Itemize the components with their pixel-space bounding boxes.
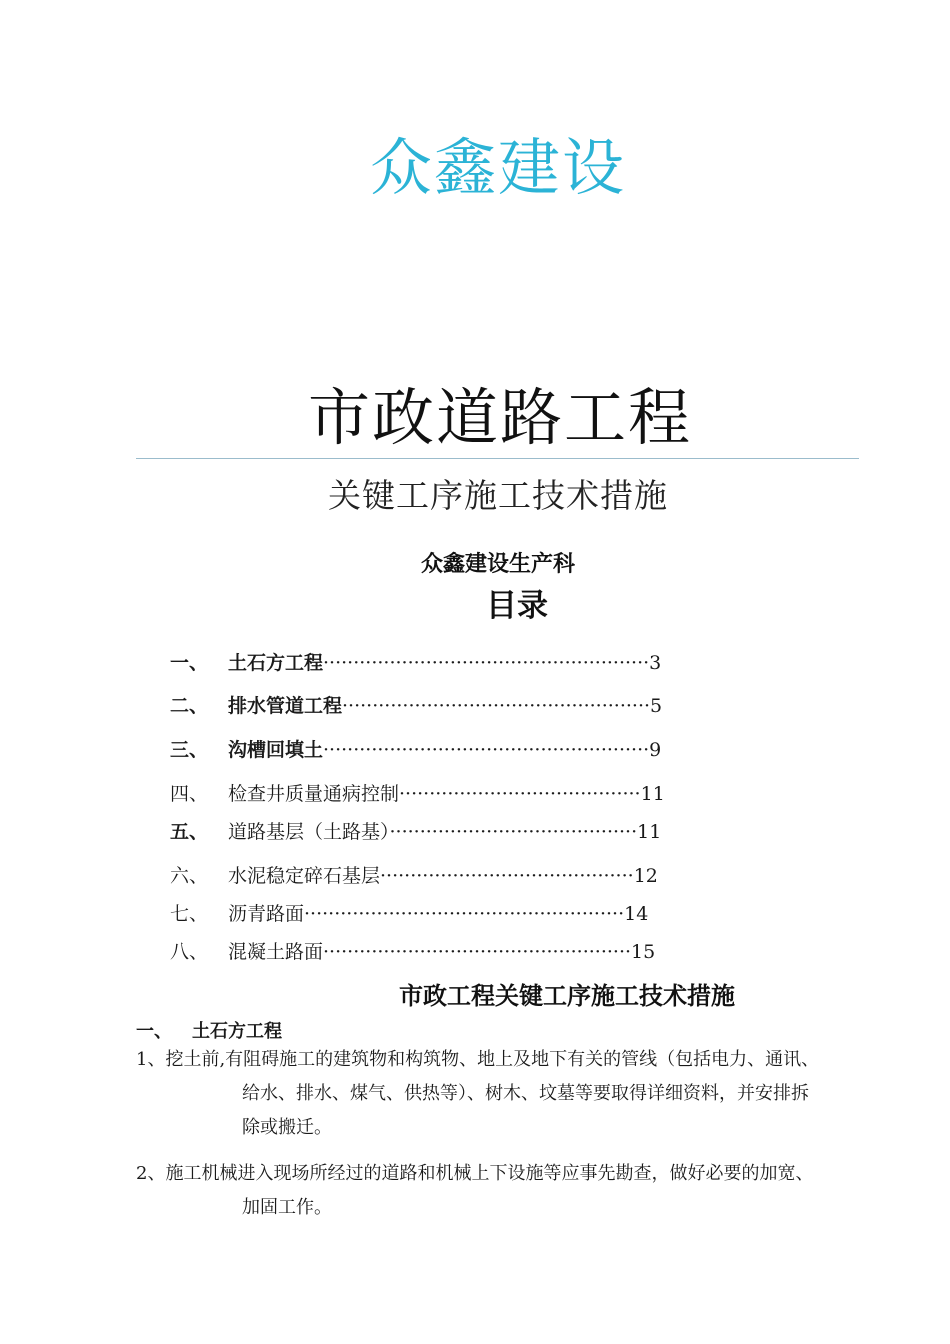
toc-number: 三、 xyxy=(170,739,209,761)
toc-leader-dots: ····················································· xyxy=(304,903,625,925)
toc-number: 八、 xyxy=(170,941,209,963)
toc-item[interactable] xyxy=(170,648,770,678)
toc-leader-dots: ········································ xyxy=(399,783,641,805)
paragraph xyxy=(136,1043,876,1145)
toc-page-number: 15 xyxy=(631,941,656,963)
toc-leader-dots: ········································· xyxy=(389,821,638,843)
toc-page-number: 12 xyxy=(633,865,658,887)
toc-item[interactable] xyxy=(170,937,770,967)
toc-page-number: 11 xyxy=(640,783,665,805)
toc-item[interactable] xyxy=(170,817,770,847)
title-divider xyxy=(136,458,859,459)
toc-item[interactable] xyxy=(170,691,770,721)
brand-logo-text: 众鑫建设 xyxy=(369,131,626,204)
paragraph-line: 加固工作。 xyxy=(242,1197,332,1218)
toc-leader-dots: ·········································· xyxy=(380,865,634,887)
paragraph xyxy=(136,1157,876,1225)
section-heading-number: 一、 xyxy=(136,1021,172,1042)
toc-label: 检查井质量通病控制 xyxy=(228,783,400,805)
toc-item[interactable] xyxy=(170,779,770,809)
paragraph-line: 1、挖土前,有阻碍施工的建筑物和构筑物、地上及地下有关的管线（包括电力、通讯、 xyxy=(136,1049,820,1070)
section-title: 市政工程关键工序施工技术措施 xyxy=(399,981,735,1010)
toc-label: 水泥稳定碎石基层 xyxy=(228,865,381,887)
department-name: 众鑫建设生产科 xyxy=(420,551,575,577)
paragraph-line: 2、施工机械进入现场所经过的道路和机械上下设施等应事先勘查，做好必要的加宽、 xyxy=(136,1163,814,1184)
toc-label: 沟槽回填土 xyxy=(228,739,324,761)
toc-page-number: 14 xyxy=(624,903,649,925)
toc-heading: 目录 xyxy=(486,588,548,624)
toc-item[interactable] xyxy=(170,899,770,929)
toc-number: 四、 xyxy=(170,783,209,805)
section-heading-label: 土石方工程 xyxy=(192,1021,282,1042)
toc-number: 七、 xyxy=(170,903,209,925)
paragraph-line: 除或搬迁。 xyxy=(242,1117,332,1138)
toc-number: 一、 xyxy=(170,652,209,674)
toc-label: 排水管道工程 xyxy=(228,695,343,717)
toc-leader-dots: ··················································· xyxy=(342,695,651,717)
toc-number: 二、 xyxy=(170,695,209,717)
toc-page-number: 11 xyxy=(637,821,662,843)
toc-label: 混凝土路面 xyxy=(228,941,324,963)
toc-leader-dots: ······················································ xyxy=(323,739,650,761)
toc-item[interactable] xyxy=(170,735,770,765)
section-heading xyxy=(136,1017,282,1043)
toc-leader-dots: ······················································ xyxy=(323,652,650,674)
toc-label: 土石方工程 xyxy=(228,652,324,674)
document-subtitle: 关键工序施工技术措施 xyxy=(328,476,668,515)
toc-number: 五、 xyxy=(170,821,209,843)
paragraph-line: 给水、排水、煤气、供热等）、树木、坟墓等要取得详细资料，并安排拆 xyxy=(242,1083,809,1104)
toc-page-number: 3 xyxy=(649,652,662,674)
toc-label: 道路基层（土路基） xyxy=(228,821,390,843)
toc-leader-dots: ··················································· xyxy=(323,941,632,963)
toc-page-number: 5 xyxy=(650,695,663,717)
document-title: 市政道路工程 xyxy=(307,381,692,454)
toc-number: 六、 xyxy=(170,865,209,887)
toc-page-number: 9 xyxy=(649,739,662,761)
toc-label: 沥青路面 xyxy=(228,903,305,925)
toc-item[interactable] xyxy=(170,861,770,891)
